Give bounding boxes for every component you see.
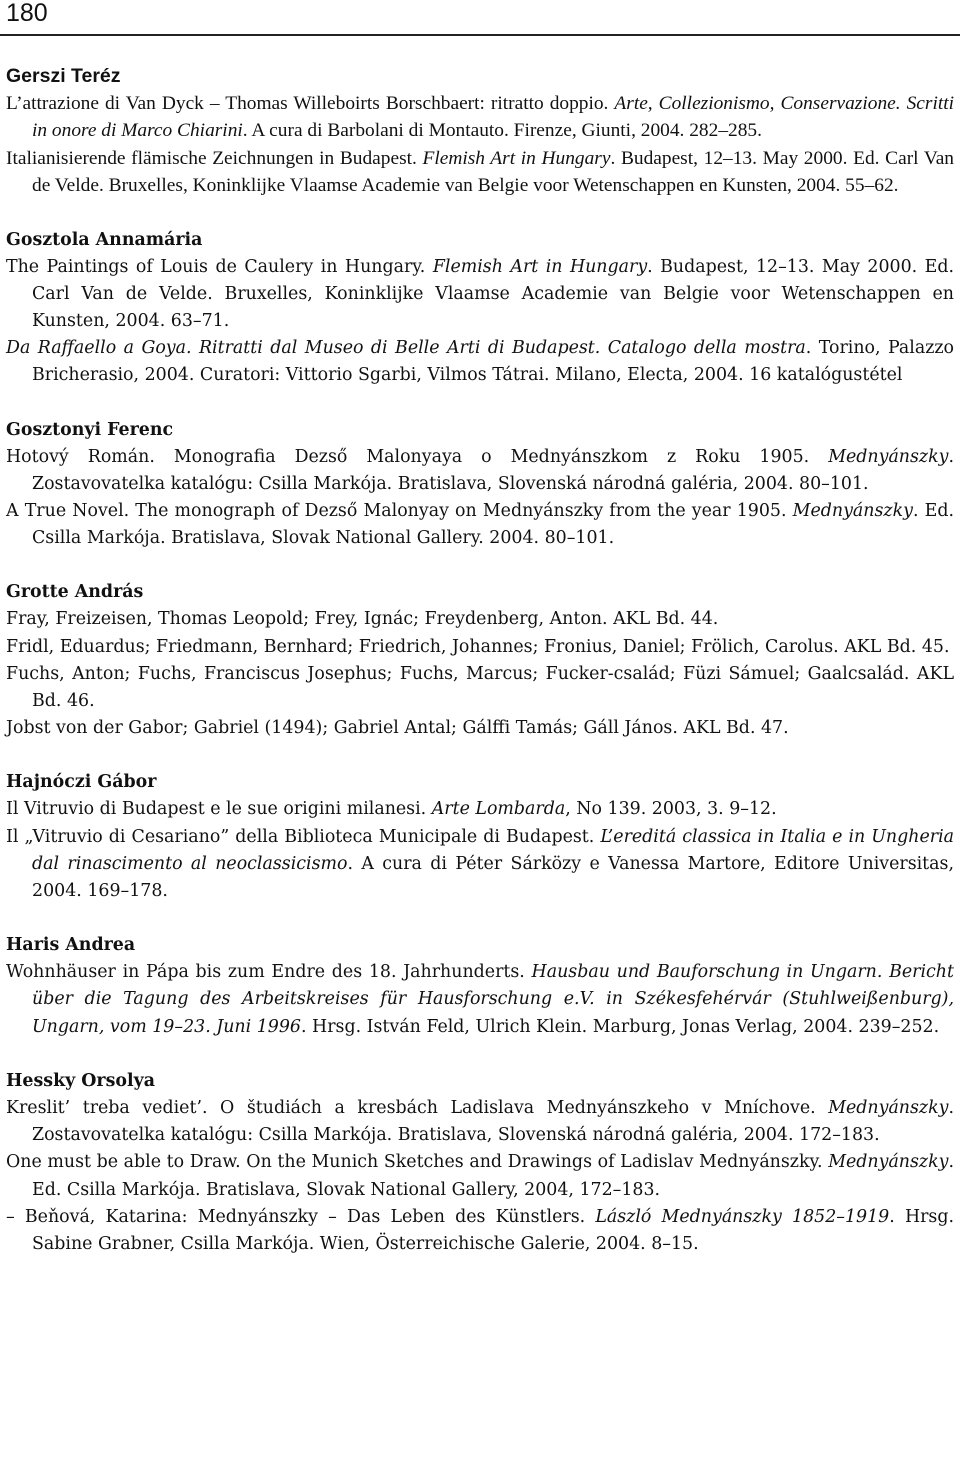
bibliography-section <box>6 579 954 742</box>
bibliography-entry <box>6 1095 954 1149</box>
entry-text: Il Vitruvio di Budapest e le sue origini milanesi. <box>6 799 432 820</box>
bibliography-section <box>6 63 954 200</box>
entry-text: . Budapest, 12–13. May 2000. Ed. Carl Van de Velde. Bruxelles, Koninklijke Vlaamse Academie van Belgie voor Wetenschappen en Kunsten, 2004. 63–71. <box>32 256 955 332</box>
bibliography-entry <box>6 145 954 200</box>
bibliography-entry <box>6 498 954 552</box>
bibliography-entry <box>6 254 954 336</box>
author-name: Haris Andrea <box>6 935 136 956</box>
bibliography-entry <box>6 661 954 715</box>
entry-text: Wohnhäuser in Pápa bis zum Endre des 18. Jahrhunderts. <box>6 962 532 983</box>
entry-text: . Zostavovatelka katalógu: Csilla Markója. Bratislava, Slovenská národná galéria, 2004. 172–183. <box>32 1097 954 1146</box>
bibliography-entry <box>6 634 954 661</box>
bibliography-entry <box>6 715 954 742</box>
author-name: Gosztola Annamária <box>6 229 203 250</box>
entry-text: Hotový Román. Monografia Dezső Malonyaya o Mednyánszkom z Roku 1905. <box>6 446 829 467</box>
entry-text: Kreslit’ treba vediet’. O študiách a kresbách Ladislava Mednyánszkeho v Mníchove. <box>6 1097 829 1118</box>
entry-text: A True Novel. The monograph of Dezső Malonyay on Mednyánszky from the year 1905. <box>6 501 793 522</box>
entry-text: . A cura di Péter Sárközy e Vanessa Martore, Editore Universitas, 2004. 169–178. <box>32 853 954 902</box>
entry-text: . Hrsg. István Feld, Ulrich Klein. Marburg, Jonas Verlag, 2004. 239–252. <box>300 1016 940 1037</box>
bibliography-entry <box>6 796 954 823</box>
entry-text: . Hrsg. Sabine Grabner, Csilla Markója. Wien, Österreichische Galerie, 2004. 8–15. <box>32 1206 955 1254</box>
entry-title-italic: Mednyánszky <box>828 446 949 467</box>
entry-text: . Ed. Csilla Markója. Bratislava, Slovak National Gallery. 2004. 80–101. <box>32 501 954 549</box>
entry-text: , No 139. 2003, 3. 9–12. <box>565 799 777 820</box>
author-name: Hajnóczi Gábor <box>6 772 157 793</box>
entry-text: . Ed. Csilla Markója. Bratislava, Slovak National Gallery, 2004, 172–183. <box>32 1152 954 1200</box>
entry-title-italic: Arte Lombarda <box>431 799 566 820</box>
author-name: Gerszi Teréz <box>6 65 121 87</box>
entry-text: . Budapest, 12–13. May 2000. Ed. Carl Van de Velde. Bruxelles, Koninklijke Vlaamse Academie van Belgie voor Wetenschappen en Kunsten, 2004. 55–62. <box>32 147 954 197</box>
entry-title-italic: Arte, Collezionismo, Conservazione. Scritti in onore di Marco Chiarini <box>32 93 954 142</box>
entry-text: – Beňová, Katarina: Mednyánszky – Das Leben des Künstlers. <box>6 1206 596 1227</box>
entry-text: Fridl, Eduardus; Friedmann, Bernhard; Friedrich, Johannes; Fronius, Daniel; Frölich, Carolus. AKL Bd. 45. <box>6 636 950 657</box>
bibliography-entry <box>6 90 954 145</box>
entry-text: . Torino, Palazzo Bricherasio, 2004. Curatori: Vittorio Sgarbi, Vilmos Tátrai. Milano, Electa, 2004. 16 katalógustétel <box>32 338 954 386</box>
entry-title-italic: Flemish Art in Hungary <box>432 256 648 277</box>
entry-title-italic: Flemish Art in Hungary <box>422 147 611 169</box>
bibliography-section <box>6 227 954 390</box>
entry-title-italic: Mednyánszky <box>828 1097 949 1118</box>
bibliography-entry <box>6 1149 954 1203</box>
entry-text: Jobst von der Gabor; Gabriel (1494); Gabriel Antal; Gálffi Tamás; Gáll János. AKL Bd. 47. <box>6 718 789 739</box>
bibliography-entry <box>6 335 954 389</box>
entry-text: Italianisierende flämische Zeichnungen in Budapest. <box>6 147 423 169</box>
entry-text: . A cura di Barbolani di Montauto. Firenze, Giunti, 2004. 282–285. <box>242 120 762 142</box>
entry-text: Il „Vitruvio di Cesariano” della Biblioteca Municipale di Budapest. <box>6 826 601 847</box>
bibliography-section <box>6 769 954 905</box>
author-name: Grotte András <box>6 582 144 603</box>
entry-text: The Paintings of Louis de Caulery in Hungary. <box>6 256 433 277</box>
author-name: Hessky Orsolya <box>6 1070 155 1091</box>
header-rule <box>0 34 960 36</box>
entry-text: One must be able to Draw. On the Munich Sketches and Drawings of Ladislav Mednyánszky. <box>6 1152 829 1173</box>
entry-title-italic: Mednyánszky <box>828 1152 949 1173</box>
entry-text: Fuchs, Anton; Fuchs, Franciscus Josephus; Fuchs, Marcus; Fucker-család; Füzi Sámuel; Gaalcsalád. AKL Bd. 46. <box>6 663 954 712</box>
bibliography-section <box>6 417 954 553</box>
page-number: 180 <box>6 0 48 27</box>
author-name: Gosztonyi Ferenc <box>6 419 174 440</box>
bibliography-entry <box>6 444 954 498</box>
entry-text: Fray, Freizeisen, Thomas Leopold; Frey, Ignác; Freydenberg, Anton. AKL Bd. 44. <box>6 609 719 630</box>
entry-title-italic: L’ereditá classica in Italia e in Ungheria dal rinascimento al neoclassicismo <box>32 826 954 874</box>
bibliography-section <box>6 932 954 1041</box>
entry-title-italic: Mednyánszky <box>792 501 913 522</box>
bibliography-section <box>6 1068 954 1258</box>
bibliography-entry <box>6 824 954 906</box>
entry-text: . Zostavovatelka katalógu: Csilla Markója. Bratislava, Slovenská národná galéria, 2004. 80–101. <box>32 446 954 494</box>
entry-title-italic: László Mednyánszky 1852–1919 <box>595 1206 890 1227</box>
entry-title-italic: Hausbau und Bauforschung in Ungarn. Bericht über die Tagung des Arbeitskreises für Hausforschung e.V. in Székesfehérvár (Stuhlweißenburg), Ungarn, vom 19–23. Juni 1996 <box>32 962 954 1037</box>
entry-title-italic: Da Raffaello a Goya. Ritratti dal Museo di Belle Arti di Budapest. Catalogo della mostra <box>6 338 806 359</box>
bibliography-entry <box>6 959 954 1041</box>
bibliography-entry <box>6 606 954 633</box>
bibliography <box>6 63 954 1285</box>
bibliography-entry <box>6 1204 954 1258</box>
entry-text: L’attrazione di Van Dyck – Thomas Willeboirts Borschbaert: ritratto doppio. <box>6 93 615 114</box>
